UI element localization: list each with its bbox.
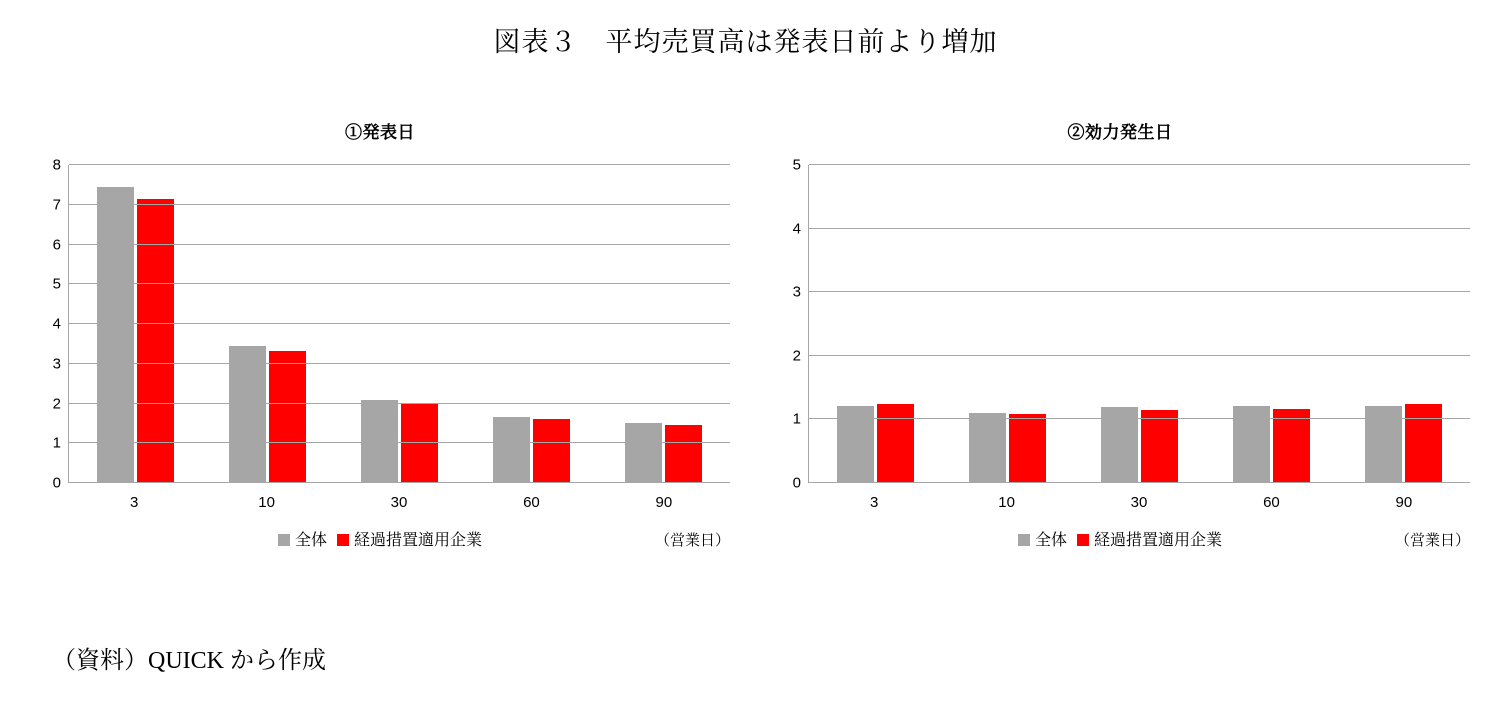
- legend-swatch-applied-icon: [1077, 534, 1089, 546]
- bar-group: [201, 165, 333, 483]
- x-axis-tick-label: 90: [1395, 494, 1413, 511]
- bar-total: [229, 346, 266, 483]
- gridline: [69, 323, 730, 324]
- y-axis-tick-label: 1: [792, 410, 801, 428]
- bar-group: [598, 165, 730, 483]
- y-axis-tick-label: 5: [792, 156, 801, 174]
- gridline: [69, 403, 730, 404]
- x-axis-labels: [808, 494, 1470, 511]
- y-axis-tick-label: 6: [52, 236, 61, 253]
- gridline: [69, 482, 730, 483]
- x-axis-tick-label: 60: [1263, 494, 1280, 511]
- x-axis-tick-label: 3: [870, 494, 879, 511]
- legend-swatch-total-icon: [278, 534, 290, 546]
- y-axis-tick-label: 3: [52, 355, 61, 373]
- legend-entry-total: [1018, 527, 1067, 550]
- gridline: [809, 355, 1470, 356]
- y-axis-tick-label: 4: [792, 220, 801, 238]
- x-axis-tick-label: 3: [130, 494, 139, 511]
- bar-applied: [665, 425, 702, 483]
- chart-title: ②効力発生日: [1067, 123, 1173, 142]
- y-axis-tick-label: 0: [792, 474, 801, 492]
- bar-group: [69, 165, 201, 483]
- bar-group: [1338, 165, 1470, 483]
- source-note: （資料）QUICK から作成: [52, 648, 326, 674]
- x-axis-tick-label: 60: [523, 494, 540, 511]
- gridline: [809, 291, 1470, 292]
- x-axis-tick-label: 30: [390, 494, 408, 511]
- x-axis-unit-note: （営業日）: [1394, 532, 1470, 549]
- legend-label-applied: 経過措置適用企業: [1094, 532, 1223, 549]
- y-axis-tick-label: 7: [52, 196, 61, 214]
- gridline: [809, 164, 1470, 165]
- gridline: [69, 283, 730, 284]
- bar-group: [1206, 165, 1338, 483]
- gridline: [69, 244, 730, 245]
- bar-total: [97, 187, 134, 483]
- bar-total: [969, 413, 1006, 483]
- plot-wrapper: [760, 155, 1480, 525]
- x-axis-tick-label: 30: [1130, 494, 1148, 511]
- bar-group: [333, 165, 465, 483]
- legend-entry-total: [278, 527, 327, 550]
- x-axis-unit-note: （営業日）: [654, 532, 730, 549]
- bar-group: [941, 165, 1073, 483]
- y-axis-tick-label: 0: [52, 474, 61, 492]
- y-axis-tick-label: 1: [52, 434, 61, 452]
- legend-label-total: 全体: [1034, 532, 1067, 549]
- legend-swatch-applied-icon: [337, 534, 349, 546]
- y-axis-tick-label: 2: [52, 395, 61, 412]
- bar-applied: [137, 199, 174, 483]
- bar-applied: [269, 351, 306, 483]
- x-axis-labels: [68, 494, 730, 511]
- bar-series-container: [809, 165, 1470, 483]
- legend-entry-applied: [337, 527, 482, 550]
- gridline: [69, 204, 730, 205]
- plot-wrapper: [20, 155, 740, 525]
- chart-panel-effective-date: [760, 118, 1480, 557]
- y-axis-tick-label: 3: [792, 283, 801, 301]
- gridline: [809, 482, 1470, 483]
- gridline: [69, 164, 730, 165]
- bar-total: [625, 423, 662, 483]
- gridline: [69, 363, 730, 364]
- bar-series-container: [69, 165, 730, 483]
- plot-area: [52, 156, 730, 492]
- figure-title: 図表３ 平均売買高は発表日前より増加: [493, 27, 998, 57]
- bar-total: [493, 417, 530, 483]
- x-axis-tick-label: 10: [258, 494, 275, 511]
- bar-group: [809, 165, 941, 483]
- bar-applied: [1405, 404, 1442, 484]
- bar-applied: [1009, 414, 1046, 483]
- chart-legend: [20, 527, 740, 557]
- chart-panel-announcement-date: [20, 118, 740, 557]
- x-axis-tick-label: 90: [655, 494, 673, 511]
- chart-title: ①発表日: [345, 123, 415, 142]
- y-axis-tick-label: 8: [52, 156, 61, 174]
- bar-applied: [533, 419, 570, 483]
- bar-applied: [877, 404, 914, 483]
- legend-entry-applied: [1077, 527, 1222, 550]
- legend-label-applied: 経過措置適用企業: [354, 532, 483, 549]
- bar-applied: [1141, 410, 1178, 483]
- gridline: [809, 228, 1470, 229]
- legend-swatch-total-icon: [1018, 534, 1030, 546]
- y-axis-tick-label: 4: [52, 315, 61, 333]
- chart-legend: [760, 527, 1480, 557]
- y-axis-tick-label: 2: [792, 347, 801, 365]
- gridline: [69, 442, 730, 443]
- bar-group: [466, 165, 598, 483]
- x-axis-tick-label: 10: [998, 494, 1015, 511]
- bar-applied: [1273, 409, 1310, 483]
- y-axis-tick-label: 5: [52, 275, 61, 293]
- gridline: [809, 418, 1470, 419]
- plot-area: [792, 156, 1470, 492]
- legend-label-total: 全体: [294, 532, 327, 549]
- bar-group: [1073, 165, 1205, 483]
